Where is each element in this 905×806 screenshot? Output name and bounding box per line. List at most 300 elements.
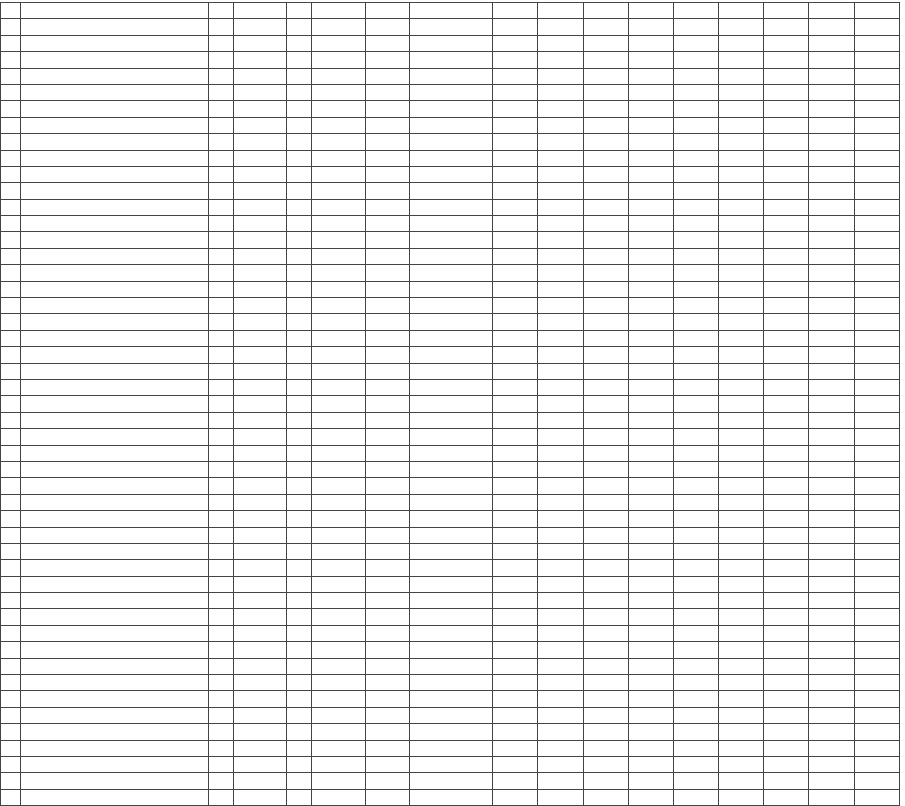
table-cell <box>493 379 538 395</box>
table-cell <box>854 675 899 691</box>
table-cell <box>538 330 583 346</box>
table-row <box>1 445 900 461</box>
table-cell <box>312 363 365 379</box>
table-cell <box>673 527 718 543</box>
table-cell <box>409 281 492 297</box>
table-cell <box>764 609 809 625</box>
table-cell <box>583 314 628 330</box>
table-cell <box>628 298 673 314</box>
table-cell <box>583 363 628 379</box>
table-cell <box>234 216 287 232</box>
table-cell <box>583 248 628 264</box>
table-cell <box>628 84 673 100</box>
repair-register-table <box>0 2 900 806</box>
table-cell <box>409 199 492 215</box>
table-cell <box>287 216 312 232</box>
table-cell <box>854 593 899 609</box>
table-cell <box>365 478 409 494</box>
table-cell <box>764 494 809 510</box>
table-cell <box>208 756 233 772</box>
table-cell <box>764 773 809 789</box>
table-cell <box>287 281 312 297</box>
table-cell <box>854 494 899 510</box>
table-cell <box>673 560 718 576</box>
table-cell <box>719 658 764 674</box>
table-cell <box>312 265 365 281</box>
table-cell <box>719 183 764 199</box>
table-cell <box>764 789 809 805</box>
table-cell <box>583 429 628 445</box>
table-cell <box>538 35 583 51</box>
table-cell <box>312 642 365 658</box>
table-cell <box>538 84 583 100</box>
table-cell <box>538 543 583 559</box>
table-cell <box>287 756 312 772</box>
table-cell <box>583 84 628 100</box>
table-cell <box>673 281 718 297</box>
table-cell <box>673 265 718 281</box>
table-cell <box>538 19 583 35</box>
table-cell <box>538 68 583 84</box>
table-cell <box>719 84 764 100</box>
table-cell <box>1 560 21 576</box>
table-row <box>1 412 900 428</box>
table-cell <box>764 68 809 84</box>
table-cell <box>1 461 21 477</box>
table-cell <box>312 68 365 84</box>
table-row <box>1 298 900 314</box>
table-cell <box>21 543 209 559</box>
table-cell <box>234 150 287 166</box>
table-cell <box>583 199 628 215</box>
table-cell <box>208 68 233 84</box>
table-cell <box>538 199 583 215</box>
table-cell <box>673 494 718 510</box>
table-cell <box>764 166 809 182</box>
table-cell <box>234 675 287 691</box>
table-cell <box>764 707 809 723</box>
table-cell <box>764 35 809 51</box>
table-cell <box>312 691 365 707</box>
table-cell <box>764 134 809 150</box>
table-cell <box>234 379 287 395</box>
table-cell <box>234 3 287 19</box>
table-cell <box>21 789 209 805</box>
table-cell <box>493 35 538 51</box>
table-cell <box>628 396 673 412</box>
table-cell <box>538 560 583 576</box>
table-cell <box>673 707 718 723</box>
table-row <box>1 3 900 19</box>
table-cell <box>365 363 409 379</box>
table-cell <box>1 658 21 674</box>
table-cell <box>854 527 899 543</box>
table-cell <box>854 19 899 35</box>
table-cell <box>809 183 854 199</box>
table-cell <box>409 756 492 772</box>
table-row <box>1 68 900 84</box>
table-cell <box>312 84 365 100</box>
table-cell <box>673 625 718 641</box>
table-cell <box>764 281 809 297</box>
table-cell <box>21 314 209 330</box>
table-cell <box>628 35 673 51</box>
table-cell <box>719 19 764 35</box>
table-cell <box>208 576 233 592</box>
table-cell <box>583 68 628 84</box>
table-cell <box>493 478 538 494</box>
table-cell <box>312 724 365 740</box>
table-cell <box>809 576 854 592</box>
table-cell <box>1 363 21 379</box>
table-row <box>1 576 900 592</box>
table-cell <box>719 675 764 691</box>
table-cell <box>409 675 492 691</box>
table-cell <box>287 478 312 494</box>
table-cell <box>234 101 287 117</box>
table-cell <box>234 609 287 625</box>
table-cell <box>21 724 209 740</box>
table-cell <box>764 117 809 133</box>
table-cell <box>234 166 287 182</box>
table-cell <box>628 412 673 428</box>
table-cell <box>312 232 365 248</box>
table-cell <box>493 724 538 740</box>
table-cell <box>208 330 233 346</box>
table-cell <box>719 707 764 723</box>
table-cell <box>809 773 854 789</box>
table-cell <box>287 199 312 215</box>
table-cell <box>208 347 233 363</box>
table-cell <box>538 593 583 609</box>
table-cell <box>673 330 718 346</box>
table-cell <box>628 675 673 691</box>
table-cell <box>628 347 673 363</box>
table-cell <box>208 707 233 723</box>
table-cell <box>628 461 673 477</box>
table-cell <box>854 101 899 117</box>
table-cell <box>493 756 538 772</box>
table-cell <box>208 19 233 35</box>
table-cell <box>493 789 538 805</box>
table-cell <box>719 101 764 117</box>
table-cell <box>287 625 312 641</box>
table-cell <box>583 625 628 641</box>
table-cell <box>409 724 492 740</box>
table-cell <box>673 511 718 527</box>
table-cell <box>493 527 538 543</box>
table-row <box>1 724 900 740</box>
table-cell <box>493 298 538 314</box>
table-cell <box>409 216 492 232</box>
table-cell <box>365 19 409 35</box>
table-row <box>1 35 900 51</box>
table-cell <box>719 363 764 379</box>
table-cell <box>409 330 492 346</box>
table-cell <box>809 740 854 756</box>
table-cell <box>764 560 809 576</box>
table-cell <box>21 478 209 494</box>
table-cell <box>538 773 583 789</box>
table-cell <box>673 658 718 674</box>
table-cell <box>583 19 628 35</box>
table-cell <box>809 675 854 691</box>
table-cell <box>628 150 673 166</box>
table-cell <box>409 625 492 641</box>
table-cell <box>764 101 809 117</box>
table-cell <box>628 232 673 248</box>
table-cell <box>365 134 409 150</box>
table-cell <box>1 298 21 314</box>
table-cell <box>312 740 365 756</box>
table-cell <box>234 298 287 314</box>
table-cell <box>208 691 233 707</box>
table-cell <box>809 429 854 445</box>
table-cell <box>234 691 287 707</box>
table-cell <box>719 478 764 494</box>
table-cell <box>809 461 854 477</box>
table-cell <box>365 166 409 182</box>
table-cell <box>287 494 312 510</box>
table-cell <box>493 347 538 363</box>
table-cell <box>312 625 365 641</box>
table-cell <box>538 183 583 199</box>
table-cell <box>287 314 312 330</box>
table-cell <box>21 19 209 35</box>
table-cell <box>287 35 312 51</box>
table-cell <box>287 773 312 789</box>
table-cell <box>583 232 628 248</box>
table-cell <box>409 101 492 117</box>
table-cell <box>312 478 365 494</box>
table-row <box>1 265 900 281</box>
table-cell <box>287 543 312 559</box>
table-cell <box>287 19 312 35</box>
table-cell <box>673 68 718 84</box>
table-cell <box>365 232 409 248</box>
table-cell <box>719 691 764 707</box>
table-cell <box>1 84 21 100</box>
table-cell <box>583 166 628 182</box>
table-cell <box>854 560 899 576</box>
table-cell <box>764 593 809 609</box>
table-cell <box>719 756 764 772</box>
table-cell <box>673 232 718 248</box>
table-cell <box>21 675 209 691</box>
table-cell <box>365 675 409 691</box>
table-cell <box>854 134 899 150</box>
table-cell <box>312 707 365 723</box>
table-cell <box>287 117 312 133</box>
table-cell <box>719 445 764 461</box>
table-cell <box>493 166 538 182</box>
table-cell <box>234 134 287 150</box>
table-cell <box>493 445 538 461</box>
table-cell <box>21 281 209 297</box>
table-cell <box>809 117 854 133</box>
table-cell <box>764 412 809 428</box>
table-cell <box>1 281 21 297</box>
table-cell <box>583 298 628 314</box>
table-cell <box>409 789 492 805</box>
table-row <box>1 150 900 166</box>
table-cell <box>287 609 312 625</box>
table-cell <box>409 19 492 35</box>
table-cell <box>538 265 583 281</box>
table-cell <box>538 134 583 150</box>
table-cell <box>493 19 538 35</box>
table-cell <box>764 511 809 527</box>
table-cell <box>287 429 312 445</box>
table-cell <box>208 527 233 543</box>
table-cell <box>409 396 492 412</box>
table-cell <box>365 396 409 412</box>
table-cell <box>1 789 21 805</box>
table-cell <box>764 396 809 412</box>
table-cell <box>1 330 21 346</box>
table-cell <box>854 3 899 19</box>
table-cell <box>809 330 854 346</box>
table-row <box>1 429 900 445</box>
table-cell <box>854 756 899 772</box>
table-cell <box>312 134 365 150</box>
table-cell <box>1 379 21 395</box>
table-cell <box>854 412 899 428</box>
table-cell <box>809 379 854 395</box>
table-cell <box>409 379 492 395</box>
table-cell <box>1 35 21 51</box>
table-cell <box>409 658 492 674</box>
table-cell <box>809 84 854 100</box>
table-cell <box>1 691 21 707</box>
table-cell <box>673 183 718 199</box>
table-row <box>1 281 900 297</box>
table-cell <box>287 658 312 674</box>
table-cell <box>21 3 209 19</box>
table-cell <box>409 773 492 789</box>
table-cell <box>628 707 673 723</box>
table-cell <box>764 576 809 592</box>
table-cell <box>21 363 209 379</box>
table-cell <box>764 527 809 543</box>
table-cell <box>809 314 854 330</box>
table-cell <box>287 789 312 805</box>
table-cell <box>208 560 233 576</box>
table-cell <box>628 52 673 68</box>
table-cell <box>628 265 673 281</box>
table-cell <box>287 68 312 84</box>
table-cell <box>312 412 365 428</box>
table-cell <box>673 740 718 756</box>
table-cell <box>208 412 233 428</box>
table-cell <box>365 101 409 117</box>
table-cell <box>538 609 583 625</box>
table-cell <box>538 494 583 510</box>
table-cell <box>409 543 492 559</box>
table-cell <box>365 773 409 789</box>
table-cell <box>312 281 365 297</box>
table-cell <box>365 412 409 428</box>
table-cell <box>583 740 628 756</box>
table-cell <box>673 117 718 133</box>
table-cell <box>234 19 287 35</box>
table-cell <box>234 52 287 68</box>
table-cell <box>365 560 409 576</box>
table-cell <box>583 445 628 461</box>
table-row <box>1 379 900 395</box>
table-cell <box>583 642 628 658</box>
table-cell <box>719 281 764 297</box>
table-cell <box>538 740 583 756</box>
table-cell <box>287 347 312 363</box>
table-cell <box>673 445 718 461</box>
table-cell <box>538 52 583 68</box>
table-cell <box>234 35 287 51</box>
table-row <box>1 52 900 68</box>
table-cell <box>628 691 673 707</box>
table-cell <box>854 248 899 264</box>
table-cell <box>21 379 209 395</box>
table-cell <box>493 84 538 100</box>
table-cell <box>365 3 409 19</box>
table-cell <box>719 773 764 789</box>
table-cell <box>312 543 365 559</box>
table-cell <box>234 625 287 641</box>
table-cell <box>312 379 365 395</box>
table-cell <box>673 199 718 215</box>
table-row <box>1 363 900 379</box>
table-cell <box>409 84 492 100</box>
table-cell <box>854 379 899 395</box>
table-cell <box>208 248 233 264</box>
table-cell <box>21 166 209 182</box>
table-cell <box>208 117 233 133</box>
table-cell <box>673 412 718 428</box>
table-cell <box>208 379 233 395</box>
table-cell <box>365 298 409 314</box>
table-cell <box>854 642 899 658</box>
table-cell <box>809 232 854 248</box>
table-cell <box>1 314 21 330</box>
table-cell <box>21 52 209 68</box>
table-cell <box>673 642 718 658</box>
table-cell <box>809 543 854 559</box>
table-cell <box>21 756 209 772</box>
table-cell <box>409 494 492 510</box>
table-cell <box>538 363 583 379</box>
table-cell <box>538 789 583 805</box>
table-cell <box>538 445 583 461</box>
table-row <box>1 330 900 346</box>
table-cell <box>21 642 209 658</box>
table-cell <box>809 347 854 363</box>
table-cell <box>809 527 854 543</box>
table-cell <box>809 68 854 84</box>
table-cell <box>583 609 628 625</box>
table-cell <box>719 593 764 609</box>
table-cell <box>809 3 854 19</box>
table-cell <box>409 691 492 707</box>
table-cell <box>234 789 287 805</box>
table-cell <box>583 478 628 494</box>
table-cell <box>287 298 312 314</box>
table-cell <box>854 461 899 477</box>
table-cell <box>21 609 209 625</box>
table-cell <box>719 560 764 576</box>
table-cell <box>287 265 312 281</box>
table-cell <box>409 183 492 199</box>
table-cell <box>719 625 764 641</box>
